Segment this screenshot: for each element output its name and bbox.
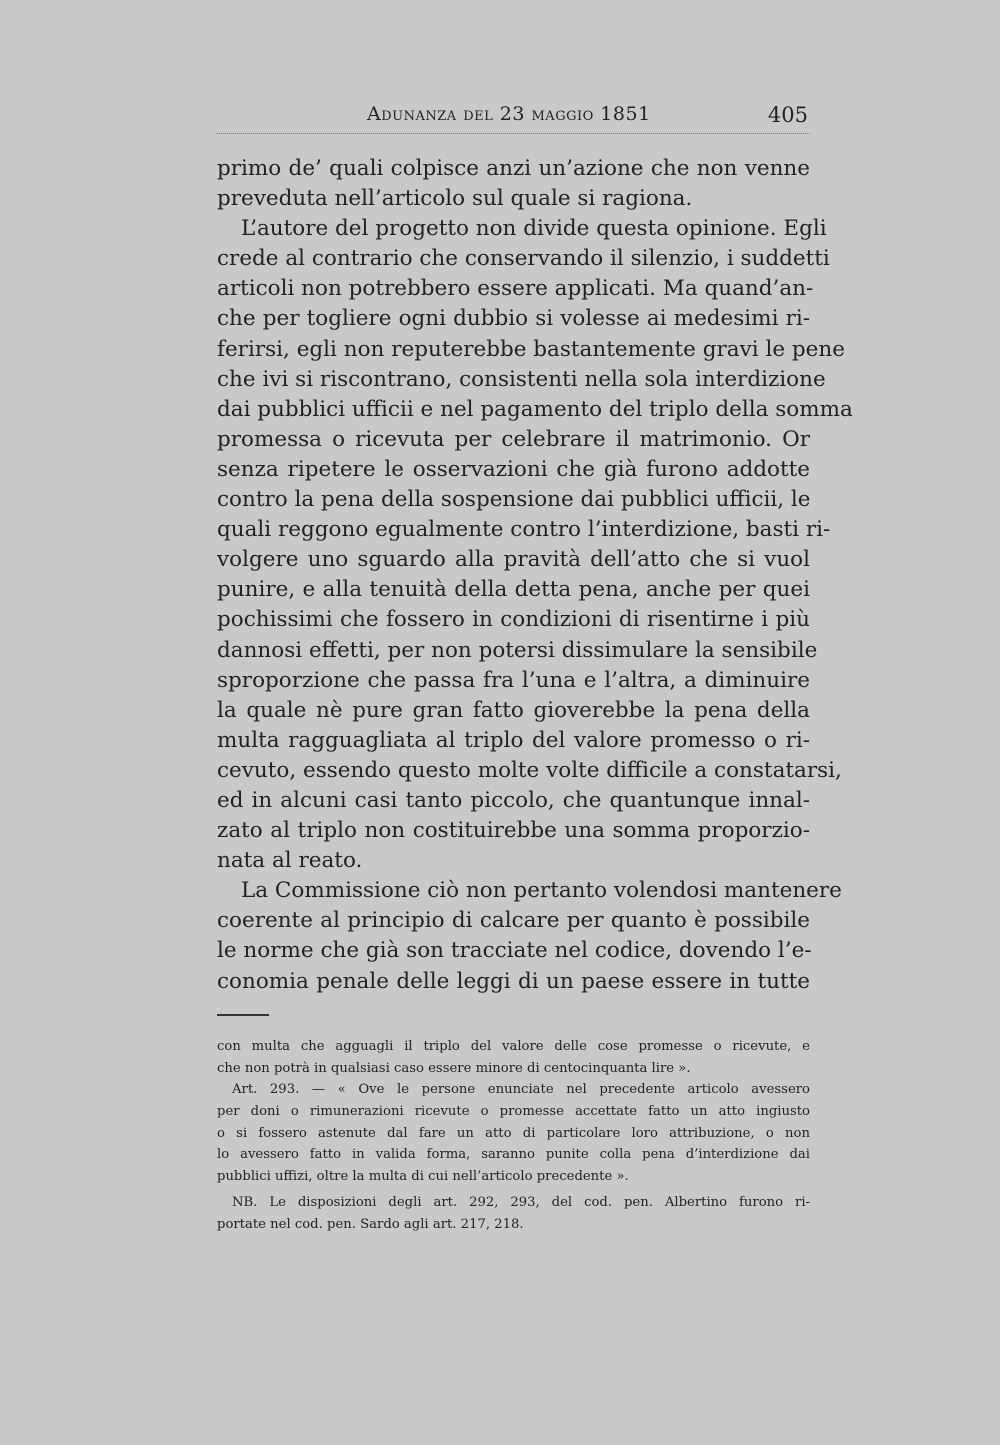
body-line: articoli non potrebbero essere applicati. Ma quand’an- xyxy=(217,276,814,302)
body-line: primo de’ quali colpisce anzi un’azione che non venne xyxy=(217,156,810,181)
body-line: che per togliere ogni dubbio si volesse ai medesimi ri- xyxy=(217,306,810,332)
page-header xyxy=(217,103,810,134)
body-line: conomia penale delle leggi di un paese essere in tutte xyxy=(217,968,810,994)
body-line: quali reggono egualmente contro l’interdizione, basti ri- xyxy=(217,517,831,543)
footnote-line: per doni o rimunerazioni ricevute o promesse accettate fatto un atto ingiusto xyxy=(217,1104,810,1120)
body-line: le norme che già son tracciate nel codice, dovendo l’e- xyxy=(217,938,812,964)
body-line: zato al triplo non costituirebbe una somma proporzio- xyxy=(217,818,810,844)
body-line: volgere uno sguardo alla pravità dell’atto che si vuol xyxy=(217,547,810,573)
body-line: pochissimi che fossero in condizioni di risentirne i più xyxy=(217,607,810,633)
body-line: ed in alcuni casi tanto piccolo, che quantunque innal- xyxy=(217,787,810,813)
body-line: contro la pena della sospensione dai pubblici ufficii, le xyxy=(217,487,811,513)
footnote-line: che non potrà in qualsiasi caso essere minore di centocinquanta lire ». xyxy=(217,1060,691,1076)
footnote-line: con multa che agguagli il triplo del valore delle cose promesse o ricevute, e xyxy=(217,1039,810,1054)
body-line: cevuto, essendo questo molte volte difficile a constatarsi, xyxy=(217,757,842,783)
footnotes xyxy=(217,1036,810,1235)
footnote-line: pubblici uffizi, oltre la multa di cui nell’articolo precedente ». xyxy=(217,1169,629,1185)
footnote-line: portate nel cod. pen. Sardo agli art. 217, 218. xyxy=(217,1216,524,1232)
body-line: dannosi effetti, per non potersi dissimulare la sensibile xyxy=(217,637,818,663)
footnote-rule xyxy=(217,1014,269,1016)
footnote-line: Art. 293. — « Ove le persone enunciate nel precedente articolo avessero xyxy=(232,1082,810,1098)
body-line: La Commissione ciò non pertanto volendosi mantenere xyxy=(241,878,842,904)
body-line: punire, e alla tenuità della detta pena, anche per quei xyxy=(217,577,810,603)
body-line: preveduta nell’articolo sul quale si ragiona. xyxy=(217,186,693,212)
body-line: la quale nè pure gran fatto gioverebbe la pena della xyxy=(217,697,810,723)
page-number: 405 xyxy=(767,103,808,127)
running-title: Adunanza del 23 maggio 1851 xyxy=(367,103,651,125)
body-text xyxy=(217,154,853,997)
footnote-line: o si fossero astenute dal fare un atto di particolare loro attribuzione, o non xyxy=(217,1125,810,1141)
body-line: senza ripetere le osservazioni che già furono addotte xyxy=(217,456,810,482)
body-line: L’autore del progetto non divide questa opinione. Egli xyxy=(241,216,827,242)
body-line: sproporzione che passa fra l’una e l’altra, a diminuire xyxy=(217,667,810,693)
body-line: crede al contrario che conservando il silenzio, i suddetti xyxy=(217,246,830,272)
footnote-line: lo avessero fatto in valida forma, saranno punite colla pena d’interdizione dai xyxy=(217,1147,810,1163)
body-line: ferirsi, egli non reputerebbe bastantemente gravi le pene xyxy=(217,336,845,362)
body-line: coerente al principio di calcare per quanto è possibile xyxy=(217,908,810,934)
body-line: multa ragguagliata al triplo del valore promesso o ri- xyxy=(217,727,810,753)
body-line: nata al reato. xyxy=(217,848,363,874)
footnote-line: NB. Le disposizioni degli art. 292, 293, del cod. pen. Albertino furono ri- xyxy=(232,1194,810,1210)
body-line: che ivi si riscontrano, consistenti nella sola interdizione xyxy=(217,366,826,392)
body-line: promessa o ricevuta per celebrare il matrimonio. Or xyxy=(217,426,810,452)
body-line: dai pubblici ufficii e nel pagamento del triplo della somma xyxy=(217,396,853,422)
